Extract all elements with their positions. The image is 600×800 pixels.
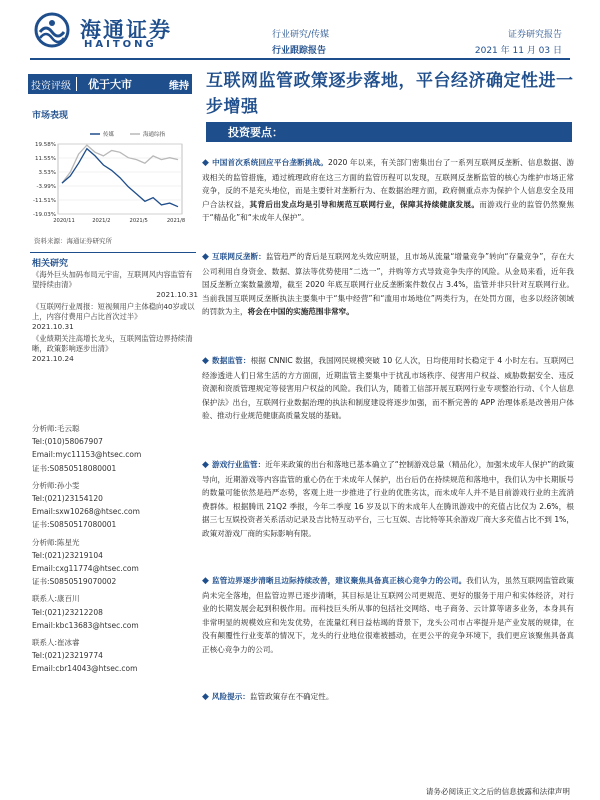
- contact-email[interactable]: Email:cbr14043@htsec.com: [32, 664, 138, 674]
- key-point-paragraph: [202, 250, 574, 319]
- related-item[interactable]: [32, 334, 198, 364]
- key-points-header: [206, 122, 572, 142]
- related-research-title: 相关研究: [32, 259, 69, 269]
- analyst-email[interactable]: Email:cxg11774@htsec.com: [32, 564, 139, 574]
- y-tick-label: -3.99%: [36, 184, 56, 190]
- analyst-cert: 证书:S0850519070002: [32, 577, 117, 587]
- analyst-email[interactable]: Email:myc11153@htsec.com: [32, 450, 142, 460]
- page-header: [0, 0, 600, 64]
- rating-label: 投资评级: [31, 80, 71, 92]
- contact-email[interactable]: Email:kbc13683@htsec.com: [32, 620, 139, 630]
- logo-text-en: HAITONG: [84, 39, 157, 50]
- y-tick-label: 3.53%: [38, 170, 56, 176]
- contact-tel: Tel:(021)23212208: [32, 607, 103, 617]
- analyst-email[interactable]: Email:sxw10268@htsec.com: [32, 507, 140, 517]
- market-chart: [28, 122, 196, 234]
- key-point-paragraph: [202, 458, 574, 540]
- bullet-icon: ◆: [202, 460, 209, 470]
- bullet-icon: ◆: [202, 158, 210, 168]
- risk-paragraph: [202, 690, 574, 705]
- legend-label: 海通综指: [143, 132, 166, 138]
- header-divider: [30, 58, 570, 60]
- paragraph-lead: 风险提示：: [211, 692, 250, 701]
- series-line: [62, 149, 178, 207]
- analyst-cert: 证书:S0850517080001: [32, 520, 117, 530]
- market-performance-title: 市场表现: [32, 111, 69, 121]
- x-tick-label: 2020/11: [53, 218, 75, 224]
- logo-text-cn: 海通证券: [80, 17, 172, 42]
- left-divider: [30, 252, 196, 253]
- paragraph-emphasis: 将会在中国的实施范围非常窄。: [247, 307, 354, 316]
- x-tick-label: 2021/5: [129, 218, 148, 224]
- key-point-paragraph: [202, 354, 574, 423]
- analyst-tel: Tel:(021)23154120: [32, 494, 103, 504]
- paragraph-body: 2020 年以来，有关部门密集出台了一系列互联网反垄断、信息数据、游戏相关的监管措施，通过梳理政府在这三方面的监管历程可以发现，互联网反垄断监管的核心为维护市场正常竞争，反的不是充头地位，而是主要针对垄断行为、在数据治理方面，政府侧重点亦为保护个人信息安全及用户合法权益，: [202, 158, 574, 209]
- analyst-tel: Tel:(010)58067907: [32, 437, 103, 447]
- bullet-icon: ◆: [202, 252, 210, 262]
- related-item-date: 2021.10.31: [32, 322, 74, 331]
- related-item-title: 《海外巨头加码布局元宇宙，互联网风内容监管有望持续由清》: [32, 270, 193, 289]
- related-research-list: [32, 270, 198, 366]
- analyst-name: 分析师:陈星光: [32, 537, 80, 547]
- report-category: 行业研究/传媒: [272, 30, 330, 40]
- paragraph-lead: 中国首次系统回应平台垄断挑战。: [212, 158, 329, 167]
- paragraph-body: 监管政策存在不确定性。: [249, 692, 334, 701]
- related-item[interactable]: [32, 302, 198, 332]
- paragraph-lead: 监管边界逐步清晰且边际持续改善，建议聚焦具备真正核心竞争力的公司。: [212, 576, 467, 585]
- legend-label: 传媒: [103, 132, 115, 138]
- related-item-title: 《互联网行业周报：短视频用户主体稳向40岁或以上，内容付费用户占比首次过半》: [32, 302, 195, 321]
- y-tick-label: 19.58%: [35, 142, 56, 148]
- rating-separator: [76, 77, 83, 91]
- bullet-icon: ◆: [202, 576, 210, 586]
- contact-name: 联系人:崔冰睿: [32, 638, 80, 648]
- related-item-date: 2021.10.31: [156, 290, 198, 299]
- y-tick-label: 11.55%: [35, 156, 56, 162]
- key-point-paragraph: [202, 574, 574, 656]
- bullet-icon: ◆: [202, 692, 209, 702]
- related-item-date: 2021.10.24: [32, 354, 74, 363]
- x-tick-label: 2021/8: [166, 218, 186, 224]
- related-item-title: 《业绩期关注高增长龙头，互联网监管边界持续清晰，政策影响逐步出清》: [32, 334, 193, 353]
- key-point-paragraph: [202, 156, 574, 225]
- analyst-tel: Tel:(021)23219104: [32, 550, 103, 560]
- paragraph-body: 监管趋严的背后是互联网龙头效应明显，且市场从流量“增量竞争”转向“存量竞争”，存在大公司利用自身资金、数据、算法等优势使用“二选一”，并购等方式导致竞争失序的风险。从金局来看，近年我国反垄断立案数量激增，截至 2020 年底互联网行业反垄断案件数仅占 3.4%，监管并非只针对互联网行业。当前我国互联网反垄断执法主要集中于“集中经营”和“滥用市场地位”两类行为，在处罚方面，也多以经济领域的罚款为主，: [202, 252, 575, 316]
- analyst-name: 分析师:孙小雯: [32, 480, 80, 490]
- analyst-block: [32, 536, 198, 589]
- paragraph-lead: 互联网反垄断：: [212, 252, 266, 261]
- bullet-icon: ◆: [202, 356, 210, 366]
- paragraph-body: 近年来政策的出台和落地已基本确立了“控制游戏总量（精品化），加强未成年人保护”的政策导向，近期游戏等内容监管的重心仍在于未成年人保护，出台后仍在持续规范和落地中，我们认为中长期版号的数量可能依然是趋严态势，客观上进一步推进了行业的优胜劣汰，而未成年人并不是目前游戏行业的主流消费群体。根据腾讯 21Q2 季报，今年二季度 16 岁及以下的未成年人在腾讯游戏中的充值占比仅为 2.6%，根据三七互娱投资者关系活动记录及吉比特互动平台，三七互娱、吉比特等其余游戏厂商大多充值占比不到 1%，政策对游戏厂商的实际影响有限。: [202, 460, 574, 538]
- analyst-block: [32, 479, 198, 532]
- y-tick-label: -11.51%: [33, 198, 56, 204]
- analyst-block: [32, 422, 198, 475]
- analyst-cert: 证书:S0850518080001: [32, 463, 117, 473]
- report-type: 行业跟踪报告: [272, 46, 327, 56]
- paragraph-body: 根据 CNNIC 数据，我国网民规模突破 10 亿人次，日均使用时长稳定于 4 小时左右。互联网已经渗透进人们日常生活的方方面面，近期监管主要集中于扰乱市场秩序、侵害用户权益、威胁数据安全、违反资源和资质管理规定等侵害用户权益的风险。我们认为，随着工信部开展互联网行业专项整治行动、《个人信息保护法》出台，互联网行业数据治理的执法和制度建设将逐步加强，而不断完善的 APP 治理体系是改善用户体验、推动行业规范健康高质量发展的基础。: [202, 356, 575, 420]
- related-item[interactable]: [32, 270, 198, 300]
- contact-block: [32, 636, 198, 676]
- paragraph-tail: 而游戏行业的监管仍然聚焦于“精品化”和“未成年人保护”。: [202, 199, 574, 222]
- paragraph-body: 我们认为，虽然互联网监管政策尚未完全落地，但监管边界已逐步清晰，其目标是让互联网公司更规范、更好的服务于用户和实体经济，对行业的长期发展会起到积极作用。而科技巨头所从事的包括社交网络、电子商务、云计算等诸多业务，本身具有非常明显的规模效应和先发优势，在流量红利日益枯竭的背景下，龙头公司市占率提升是产业发展的规律，在没有颠覆性行业变革的情况下，龙头的行业地位很难被撼动，在更公平的竞争环境下，我们更应该聚焦具备真正核心竞争力的公司。: [202, 576, 575, 654]
- contact-block: [32, 592, 198, 632]
- haitong-logo-icon: [34, 12, 70, 48]
- chart-frame: [58, 144, 182, 214]
- market-line-chart: [28, 122, 196, 234]
- analyst-list: [32, 422, 198, 676]
- disclaimer-footer: 请务必阅读正文之后的信息披露和法律声明: [425, 787, 570, 796]
- key-points-label: 投资要点：: [228, 126, 283, 139]
- rating-keep: 维持: [169, 80, 189, 92]
- paragraph-emphasis: 其背后出发点均是引导和规范互联网行业，保障其持续健康发展。: [249, 199, 480, 209]
- report-date: 2021 年 11 月 03 日: [474, 46, 562, 56]
- doc-type: 证券研究报告: [507, 30, 562, 40]
- chart-source: 资料来源：海通证券研究所: [34, 237, 112, 245]
- paragraph-lead: 游戏行业监管：: [211, 460, 266, 469]
- rating-value: 优于大市: [88, 78, 132, 91]
- analyst-name: 分析师:毛云聪: [32, 424, 80, 433]
- contact-name: 联系人:康百川: [32, 594, 80, 604]
- report-title: 互联网监管政策逐步落地，平台经济确定性进一步增强: [206, 71, 574, 117]
- y-tick-label: -19.03%: [33, 212, 56, 218]
- investment-rating: [28, 74, 192, 94]
- paragraph-lead: 数据监管：: [212, 356, 251, 365]
- x-tick-label: 2021/2: [92, 218, 111, 224]
- contact-tel: Tel:(021)23219774: [32, 651, 103, 661]
